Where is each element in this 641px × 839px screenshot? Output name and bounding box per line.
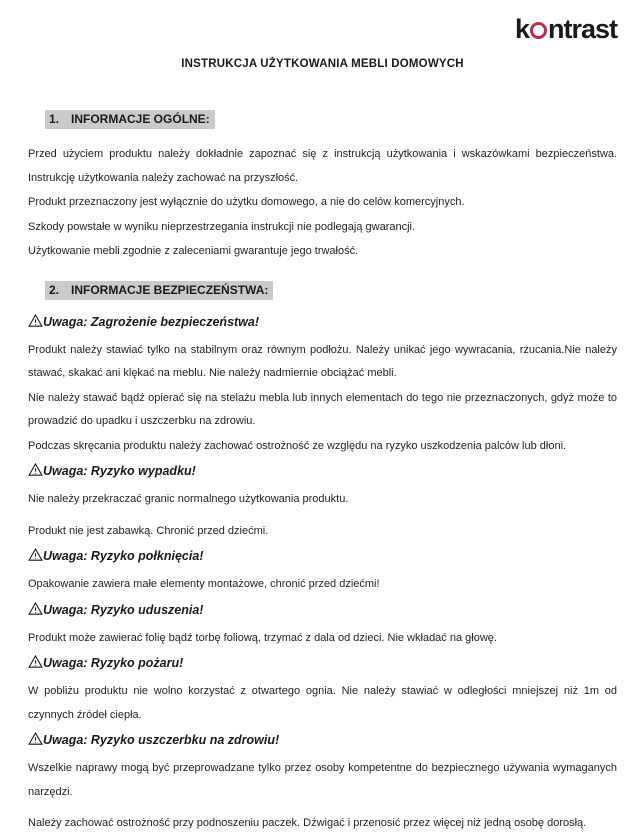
warning-triangle-icon bbox=[28, 313, 43, 328]
paragraph: Produkt przeznaczony jest wyłącznie do użytku domowego, a nie do celów komercyjnych. bbox=[28, 196, 465, 208]
warning-title: Uwaga: Ryzyko wypadku! bbox=[43, 464, 196, 478]
section-number: 1. bbox=[49, 112, 60, 126]
paragraph: Użytkowanie mebli zgodnie z zaleceniami gwarantuje jego trwałość. bbox=[28, 245, 359, 257]
warning-triangle-icon bbox=[28, 731, 43, 746]
warning-title: Uwaga: Zagrożenie bezpieczeństwa! bbox=[43, 314, 260, 329]
paragraph: Przed użyciem produktu należy dokładnie zapoznać się z instrukcją użytkowania i wskazówkami bezpieczeństwa. Instrukcję użytkowania należy zachować na przyszłość. bbox=[28, 148, 617, 184]
paragraph: Podczas skręcania produktu należy zachować ostrożność ze względu na ryzyko uszkodzenia palców lub dłoni. bbox=[28, 439, 567, 452]
warning-heading bbox=[28, 548, 617, 563]
logo-text-suffix: ntrast bbox=[547, 14, 617, 44]
paragraph: Nie należy stawać bądź opierać się na stelażu mebla lub innych elementach do tego nie przeznaczonych, gdyż może to prowadzić do upadku i uszczerbku na zdrowiu. bbox=[28, 391, 617, 427]
logo-text-prefix: k bbox=[514, 14, 529, 44]
section-label: INFORMACJE OGÓLNE: bbox=[71, 112, 210, 126]
warning-title: Uwaga: Ryzyko uduszenia! bbox=[43, 602, 204, 617]
paragraph: W pobliżu produktu nie wolno korzystać z otwartego ognia. Nie należy stawiać w odległości mniejszej niż 1m od czynnych źródeł ciepła. bbox=[28, 685, 617, 721]
logo-o-ring-icon bbox=[530, 22, 547, 39]
warning-triangle-icon bbox=[28, 462, 43, 477]
page-title: INSTRUKCJA UŻYTKOWANIA MEBLI DOMOWYCH bbox=[181, 58, 464, 70]
warning-title: Uwaga: Ryzyko uszczerbku na zdrowiu! bbox=[43, 733, 280, 747]
warning-heading bbox=[28, 655, 617, 670]
paragraph: Produkt nie jest zabawką. Chronić przed dziećmi. bbox=[28, 524, 269, 537]
paragraph: Produkt może zawierać folię bądź torbę foliową, trzymać z dala od dzieci. Nie wkładać na głowę. bbox=[28, 631, 497, 644]
warning-heading bbox=[28, 463, 617, 478]
kontrast-logo bbox=[28, 14, 617, 48]
paragraph: Produkt należy stawiać tylko na stabilnym oraz równym podłożu. Należy unikać jego wywracania, rzucania.Nie należy stawać, skakać ani klękać na meblu. Nie należy nadmiernie obciążać mebli. bbox=[28, 343, 617, 379]
section-number: 2. bbox=[49, 282, 60, 297]
paragraph: Opakowanie zawiera małe elementy montażowe, chronić przed dziećmi! bbox=[28, 578, 380, 590]
section-heading-safety bbox=[45, 281, 617, 300]
section-label: INFORMACJE BEZPIECZEŃSTWA: bbox=[71, 282, 269, 297]
warning-heading bbox=[28, 732, 617, 747]
warning-title: Uwaga: Ryzyko połknięcia! bbox=[43, 549, 204, 563]
paragraph: Nie należy przekraczać granic normalnego użytkowania produktu. bbox=[28, 493, 349, 505]
warning-heading bbox=[28, 314, 617, 329]
warning-triangle-icon bbox=[28, 601, 43, 616]
section-heading-general bbox=[45, 110, 617, 129]
warning-triangle-icon bbox=[28, 654, 43, 669]
warning-triangle-icon bbox=[28, 547, 43, 562]
paragraph: Należy zachować ostrożność przy podnoszeniu paczek. Dźwigać i przenosić przez więcej niż jedną osobę dorosłą. bbox=[28, 817, 587, 829]
paragraph: Szkody powstałe w wyniku nieprzestrzegania instrukcji nie podlegają gwarancji. bbox=[28, 220, 416, 233]
warning-title: Uwaga: Ryzyko pożaru! bbox=[43, 656, 184, 670]
paragraph: Wszelkie naprawy mogą być przeprowadzane tylko przez osoby kompetentne do bezpiecznego używania wymaganych narzędzi. bbox=[28, 762, 617, 798]
warning-heading bbox=[28, 602, 617, 617]
